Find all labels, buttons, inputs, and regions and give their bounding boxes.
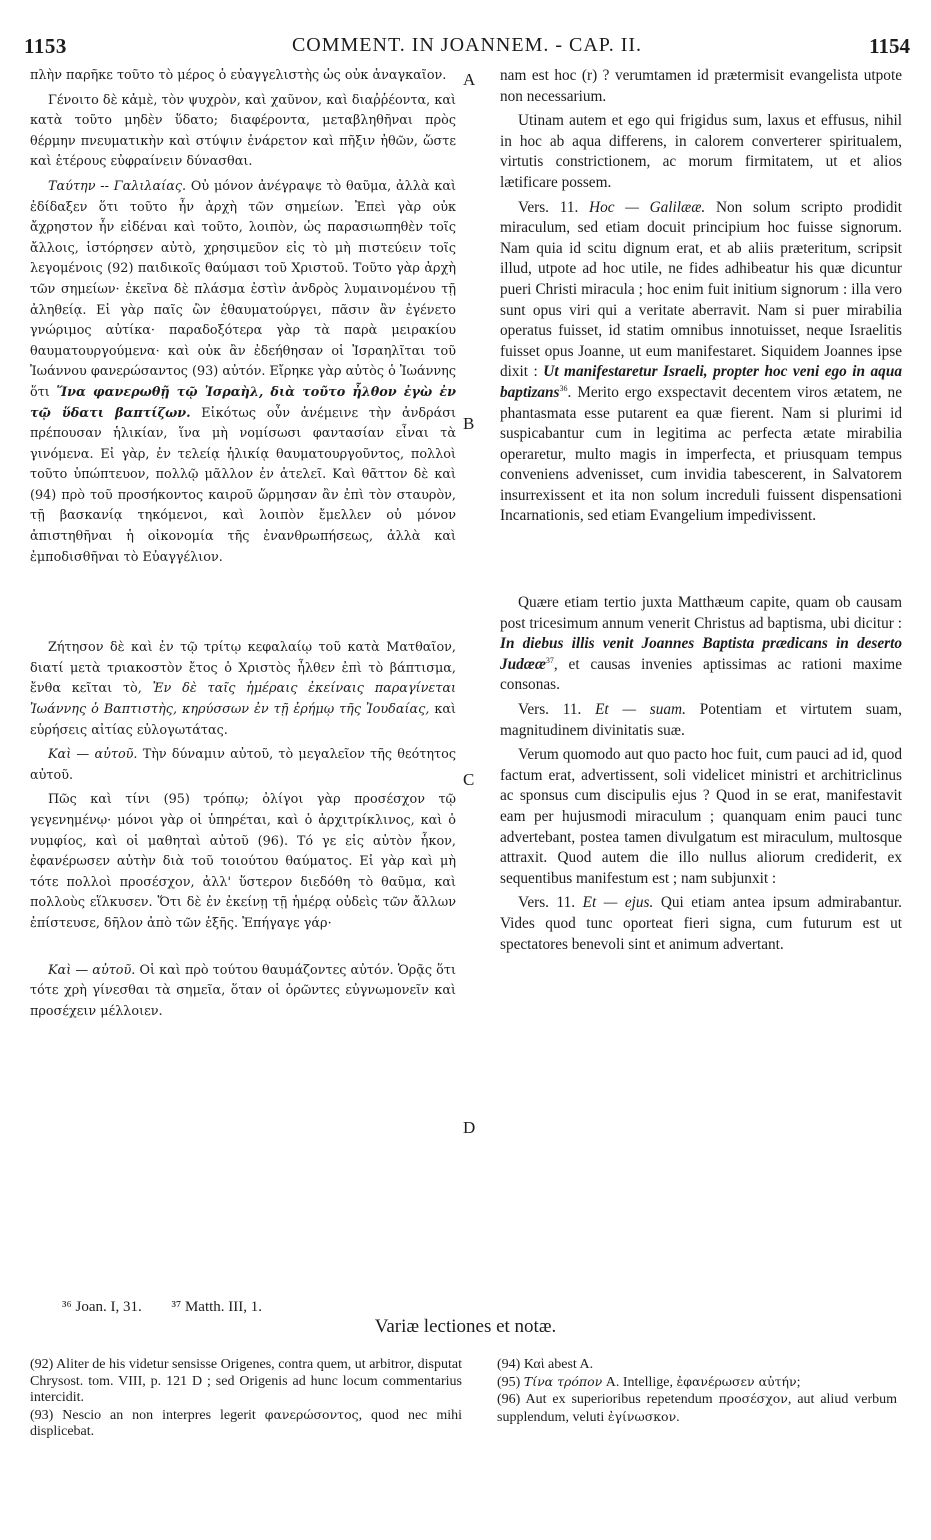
latin-lemma: Et — ejus.: [575, 894, 654, 912]
greek-paragraph-2: Γένοιτο δὲ κἀμὲ, τὸν ψυχρὸν, καὶ χαῦνον, καὶ διαῤῥέοντα, καὶ κατὰ τοῦτο μηδὲν ὕδατο; διαφέροντα, μεταβληθῆναι πρὸς θέρμην πνευματικὴν καὶ στύψιν ἐνάρετον καὶ πῆξιν ἠθῶν, ὥστε καὶ ἑτέρους εὐφραίνειν δύνασθαι.: [30, 92, 456, 170]
greek-text: Οἱ καὶ πρὸ τούτου θαυμάζοντες αὐτόν. Ὁρᾷς ὅτι τότε χρὴ γίνεσθαι τὰ σημεῖα, ὅταν οἱ ὁρῶντες εὐγνωμονεῖν καὶ προσέχειν μέλλοιεν.: [30, 962, 456, 1019]
marker-c: C: [463, 770, 475, 789]
footnote-ref: 37: [545, 655, 554, 665]
greek-paragraph-5: [30, 745, 456, 786]
notes-left-column: [30, 1357, 462, 1441]
latin-paragraph-3: [500, 198, 902, 528]
note-92: (92) Aliter de his videtur sensisse Origenes, contra quem, ut arbitror, disputat Chrysost. tom. VIII, p. 121 D ; sed Origenis ad hunc locum commentarius intercidit.: [30, 1357, 462, 1406]
note-94: (94) Καὶ abest A.: [497, 1357, 594, 1372]
note-text: ;: [796, 1374, 801, 1390]
marker-d: D: [463, 1118, 476, 1137]
latin-lemma: Et — suam.: [581, 701, 686, 719]
footnote-ref: 36: [559, 383, 568, 393]
greek-paragraph-6: Πῶς καὶ τίνι (95) τρόπῳ; ὀλίγοι γὰρ προσέσχον τῷ γεγενημένῳ· μόνοι γὰρ οἱ ὑπηρέται, καὶ ὁ ἀρχιτρίκλινος, καὶ ὁ νυμφίος, καὶ οἱ μαθηταὶ αὐτοῦ (96). Τό γε εἰς αὐτὸν ἧκον, ἐφανέρωσεν αὐτὴν διὰ τοῦ τοιούτου θαύματος. Εἰ γὰρ καὶ μὴ τότε πολλοὶ προσέσχον, ἀλλ' ὕστερον διεδόθη τὸ θαῦμα, καὶ πολλοὺς εἵλκυσεν. Ὅτι δὲ ἐν ἐκείνῃ τῇ ἡμέρᾳ οὐδεὶς τῶν ἄλλων ἐπίστευσε, δῆλον ἀπὸ τῶν ἑξῆς. Ἐπήγαγε γάρ·: [30, 792, 456, 931]
footnote-36: ³⁶ Joan. I, 31.: [62, 1299, 142, 1315]
latin-paragraph-2: Utinam autem et ego qui frigidus sum, laxus et effusus, nihil in hoc ab aqua differens, in calorem converterer spiritualem, virtutis constrictionem, ac morum firmitatem, ut et alios lætificare possem.: [500, 112, 902, 191]
note-text: , quod nec mihi displicebat.: [30, 1407, 462, 1440]
latin-paragraph-7: [500, 893, 902, 955]
latin-text: Potentiam et virtutem suam, magnitudinem divinitatis suæ.: [500, 701, 902, 739]
marker-b: B: [463, 414, 475, 433]
note-greek: Τίνα τρόπον: [523, 1373, 603, 1389]
greek-text: Ζήτησον δὲ καὶ ἐν τῷ τρίτῳ κεφαλαίῳ τοῦ κατὰ Ματθαῖον, διατί μετὰ τριακοστὸν ἔτος ὁ Χριστὸς ἦλθεν ἐπὶ τὸ βάπτισμα, ἔνθα κεῖται τὸ,: [30, 640, 456, 697]
page-header: [24, 28, 910, 58]
latin-paragraph-1: nam est hoc (r) ? verumtamen id prætermisit evangelista utpote non necessarium.: [500, 67, 902, 105]
verse-ref: Vers. 11.: [518, 198, 579, 216]
notes-title: Variæ lectiones et notæ.: [374, 1316, 557, 1337]
greek-lemma: Καὶ — αὐτοῦ.: [48, 747, 138, 763]
note-text: , aut aliud verbum supplendum, veluti: [497, 1392, 897, 1425]
notes-right-column: [497, 1357, 897, 1426]
note-text: (96) Aut ex superioribus repetendum: [497, 1392, 719, 1408]
greek-quotation: Ἐν δὲ ταῖς ἡμέραις ἐκείναις παραγίνεται Ἰωάννης ὁ Βαπτιστὴς, κηρύσσων ἐν τῇ ἐρήμῳ τῆς Ἰουδαίας,: [30, 681, 456, 718]
greek-text: Οὐ μόνον ἀνέγραψε τὸ θαῦμα, ἀλλὰ καὶ ἐδίδαξεν ὅτι τοῦτο ἦν ἀρχὴ τῶν σημείων. Ἐπεὶ γὰρ οὐκ ἄχρηστον ἦν εἰδέναι καὶ τοῦτο, λοιπὸν, ὡς παρασιωπηθὲν τοῖς ἄλλοις, ἱστόρησεν αὐτὸ, χρησιμεῦον εἰς τὸ μὴ πιστεύειν τοῖς λεγομένοις (92) παιδικοῖς θαύμασι τοῦ Χριστοῦ. Τοῦτο γὰρ ἀρχὴ τῶν σημείων· ἐκεῖνα δὲ πλάσμα ἐστὶν ἀνδρὸς λυμαινομένου τῇ ἀληθείᾳ. Εἰ γὰρ παῖς ὢν ἐθαυματούργει, πᾶσιν ἂν ἐγένετο γνώριμος αὐτίκα· παραδοξότερα γὰρ τὰ παρὰ μειρακίου θαυματουργούμενα· καὶ οὐκ ἂν ἐδεήθησαν οἱ Ἰσραηλῖται τοῦ Ἰωάννου φανερώσαντος (93) αὐτόν. Εἴρηκε γὰρ αὐτὸς ὁ Ἰωάννης ὅτι: [30, 178, 457, 400]
greek-paragraph-1: πλὴν παρῆκε τοῦτο τὸ μέρος ὁ εὐαγγελιστὴς ὡς οὐκ ἀναγκαῖον.: [30, 68, 447, 83]
latin-text: Non solum scripto prodidit miraculum, sed etiam docuit principium hoc fuisse signorum. Nam quia id scitu dignum erat, et ab aliis præteritum, scripsit illud, utpote ad hoc utile, ne fides adhibeatur his quæ dicuntur pueri Christi miracula ; hoc enim fuit initium signorum : illa vero sunt opus viri qui a veritate aberravit. Nam si puer mirabilia operatus fuisset, id statim omnibus innotuisset, neque Israelitis fuisset opus Joanne, ut eum manifestaret. Siquidem Joannes ipse dixit :: [500, 198, 902, 381]
verse-ref: Vers. 11.: [518, 894, 576, 912]
latin-paragraph-4: [500, 593, 902, 696]
greek-column: [30, 66, 456, 1022]
footnote-37: ³⁷ Matth. III, 1.: [171, 1299, 263, 1315]
latin-lemma: Hoc — Galilææ.: [578, 198, 706, 216]
note-greek: ἐγίνωσκον: [607, 1408, 677, 1424]
note-96: [497, 1391, 897, 1426]
verse-ref: Vers. 11.: [518, 701, 582, 719]
note-93: [30, 1407, 462, 1441]
latin-text: Qui etiam antea ipsum admirabantur. Vides quod tunc oporteat fieri signa, cum futurum est ut spectatores benevoli sint et animum advertant.: [500, 894, 903, 953]
note-text: (95): [497, 1374, 524, 1390]
note-text: A. Intellige,: [602, 1374, 677, 1390]
greek-quotation: Ἵνα φανερωθῇ τῷ Ἰσραὴλ, διὰ τοῦτο ἦλθον ἐγὼ ἐν τῷ ὕδατι βαπτίζων.: [30, 384, 456, 421]
greek-text: Εἰκότως οὖν ἀνέμεινε τὴν ἀνδράσι πρέπουσαν ἡλικίαν, ἵνα μὴ νομίσωσι φαντασίαν εἶναι τὰ γινόμενα. Εἰ γὰρ, ἐν τελείᾳ ἡλικίᾳ θαυματουργοῦντος, πολλοὶ τοῦτο ὑπώπτευον, πολλῷ μᾶλλον ἐν ἀτελεῖ. Καὶ θᾶττον δὲ καὶ (94) πρὸ τοῦ προσήκοντος καιροῦ ὥρμησαν ἂν ἐπὶ τὸν σταυρὸν, τῇ βασκανίᾳ τηκόμενοι, καὶ λοιπὸν ἔμελλεν οὐ μόνον ἀπιστηθῆναι ἡ οἰκονομία τῆς ἐνανθρωπήσεως, ἀλλὰ καὶ ἐμποδισθῆναι τὸ Εὐαγγέλιον.: [30, 405, 456, 565]
note-text: (93) Nescio an non interpres legerit: [30, 1407, 265, 1423]
note-greek: φανερώσοντος: [264, 1406, 359, 1422]
greek-paragraph-4: [30, 638, 456, 741]
latin-column: [500, 66, 902, 955]
greek-paragraph-3: [30, 177, 456, 568]
latin-text: Quære etiam tertio juxta Matthæum capite, quam ob causam post tricesimum annum venerit Christus ad baptisma, ubi dicitur :: [500, 594, 902, 632]
latin-paragraph-5: [500, 700, 902, 741]
marker-a: A: [463, 70, 476, 89]
greek-lemma: Ταύτην -- Γαλιλαίας.: [48, 178, 187, 194]
scripture-footnotes: [62, 1299, 462, 1316]
latin-quotation: In diebus illis venit Joannes Baptista prædicans in deserto Judææ: [500, 635, 902, 673]
latin-text: , et causas invenies aptissimas ac rationi maxime consonas.: [500, 655, 902, 694]
note-text: .: [676, 1409, 680, 1425]
running-title: COMMENT. IN JOANNEM. - CAP. II.: [291, 34, 643, 56]
latin-text: . Merito ergo exspectavit decentem viros ætatem, ne phantasmata esse putarent ea quæ fierent. Nam si plurimi id suspicabantur cum in legitima ac perfecta ætate mirabilia operaretur, multo magis in imperfecta, et priusquam tempus conveniens advenisset, cum invidia tabescerent, in Salvatorem insurrexissent et ita non solum increduli fuissent dispensationi Incarnationis, sed etiam Evangelium impedivissent.: [500, 383, 902, 525]
note-95: [497, 1374, 897, 1392]
latin-quotation: Ut manifestaretur Israeli, propter hoc veni ego in aqua baptizans: [500, 363, 902, 401]
note-greek: προσέσχον: [718, 1391, 788, 1407]
note-greek: ἐφανέρωσεν αὐτήν: [676, 1373, 797, 1389]
greek-text: Τὴν δύναμιν αὐτοῦ, τὸ μεγαλεῖον τῆς θεότητος αὐτοῦ.: [30, 747, 456, 783]
page-number-left: 1153: [24, 34, 67, 58]
greek-lemma: Καὶ — αὐτοῦ.: [48, 962, 136, 978]
greek-text: καὶ εὑρήσεις αἰτίας εὐλογωτάτας.: [30, 702, 456, 738]
page-number-right: 1154: [869, 34, 910, 58]
greek-paragraph-7: [30, 961, 456, 1023]
latin-paragraph-6: Verum quomodo aut quo pacto hoc fuit, cum pauci ad id, quod factum erat, advertissent, soli videlicet ministri et architriclinus ac sponsus cum discipulis ejus ? Quod in se erat, manifestavit eam per hujusmodi miraculum ; quanquam enim pauci tunc advertebant, postea tamen divulgatum est miraculum, multosque attraxit. Quod autem die illo nullus aliorum crediderit, ex sequentibus manifestum est ; nam subjunxit :: [500, 746, 902, 887]
